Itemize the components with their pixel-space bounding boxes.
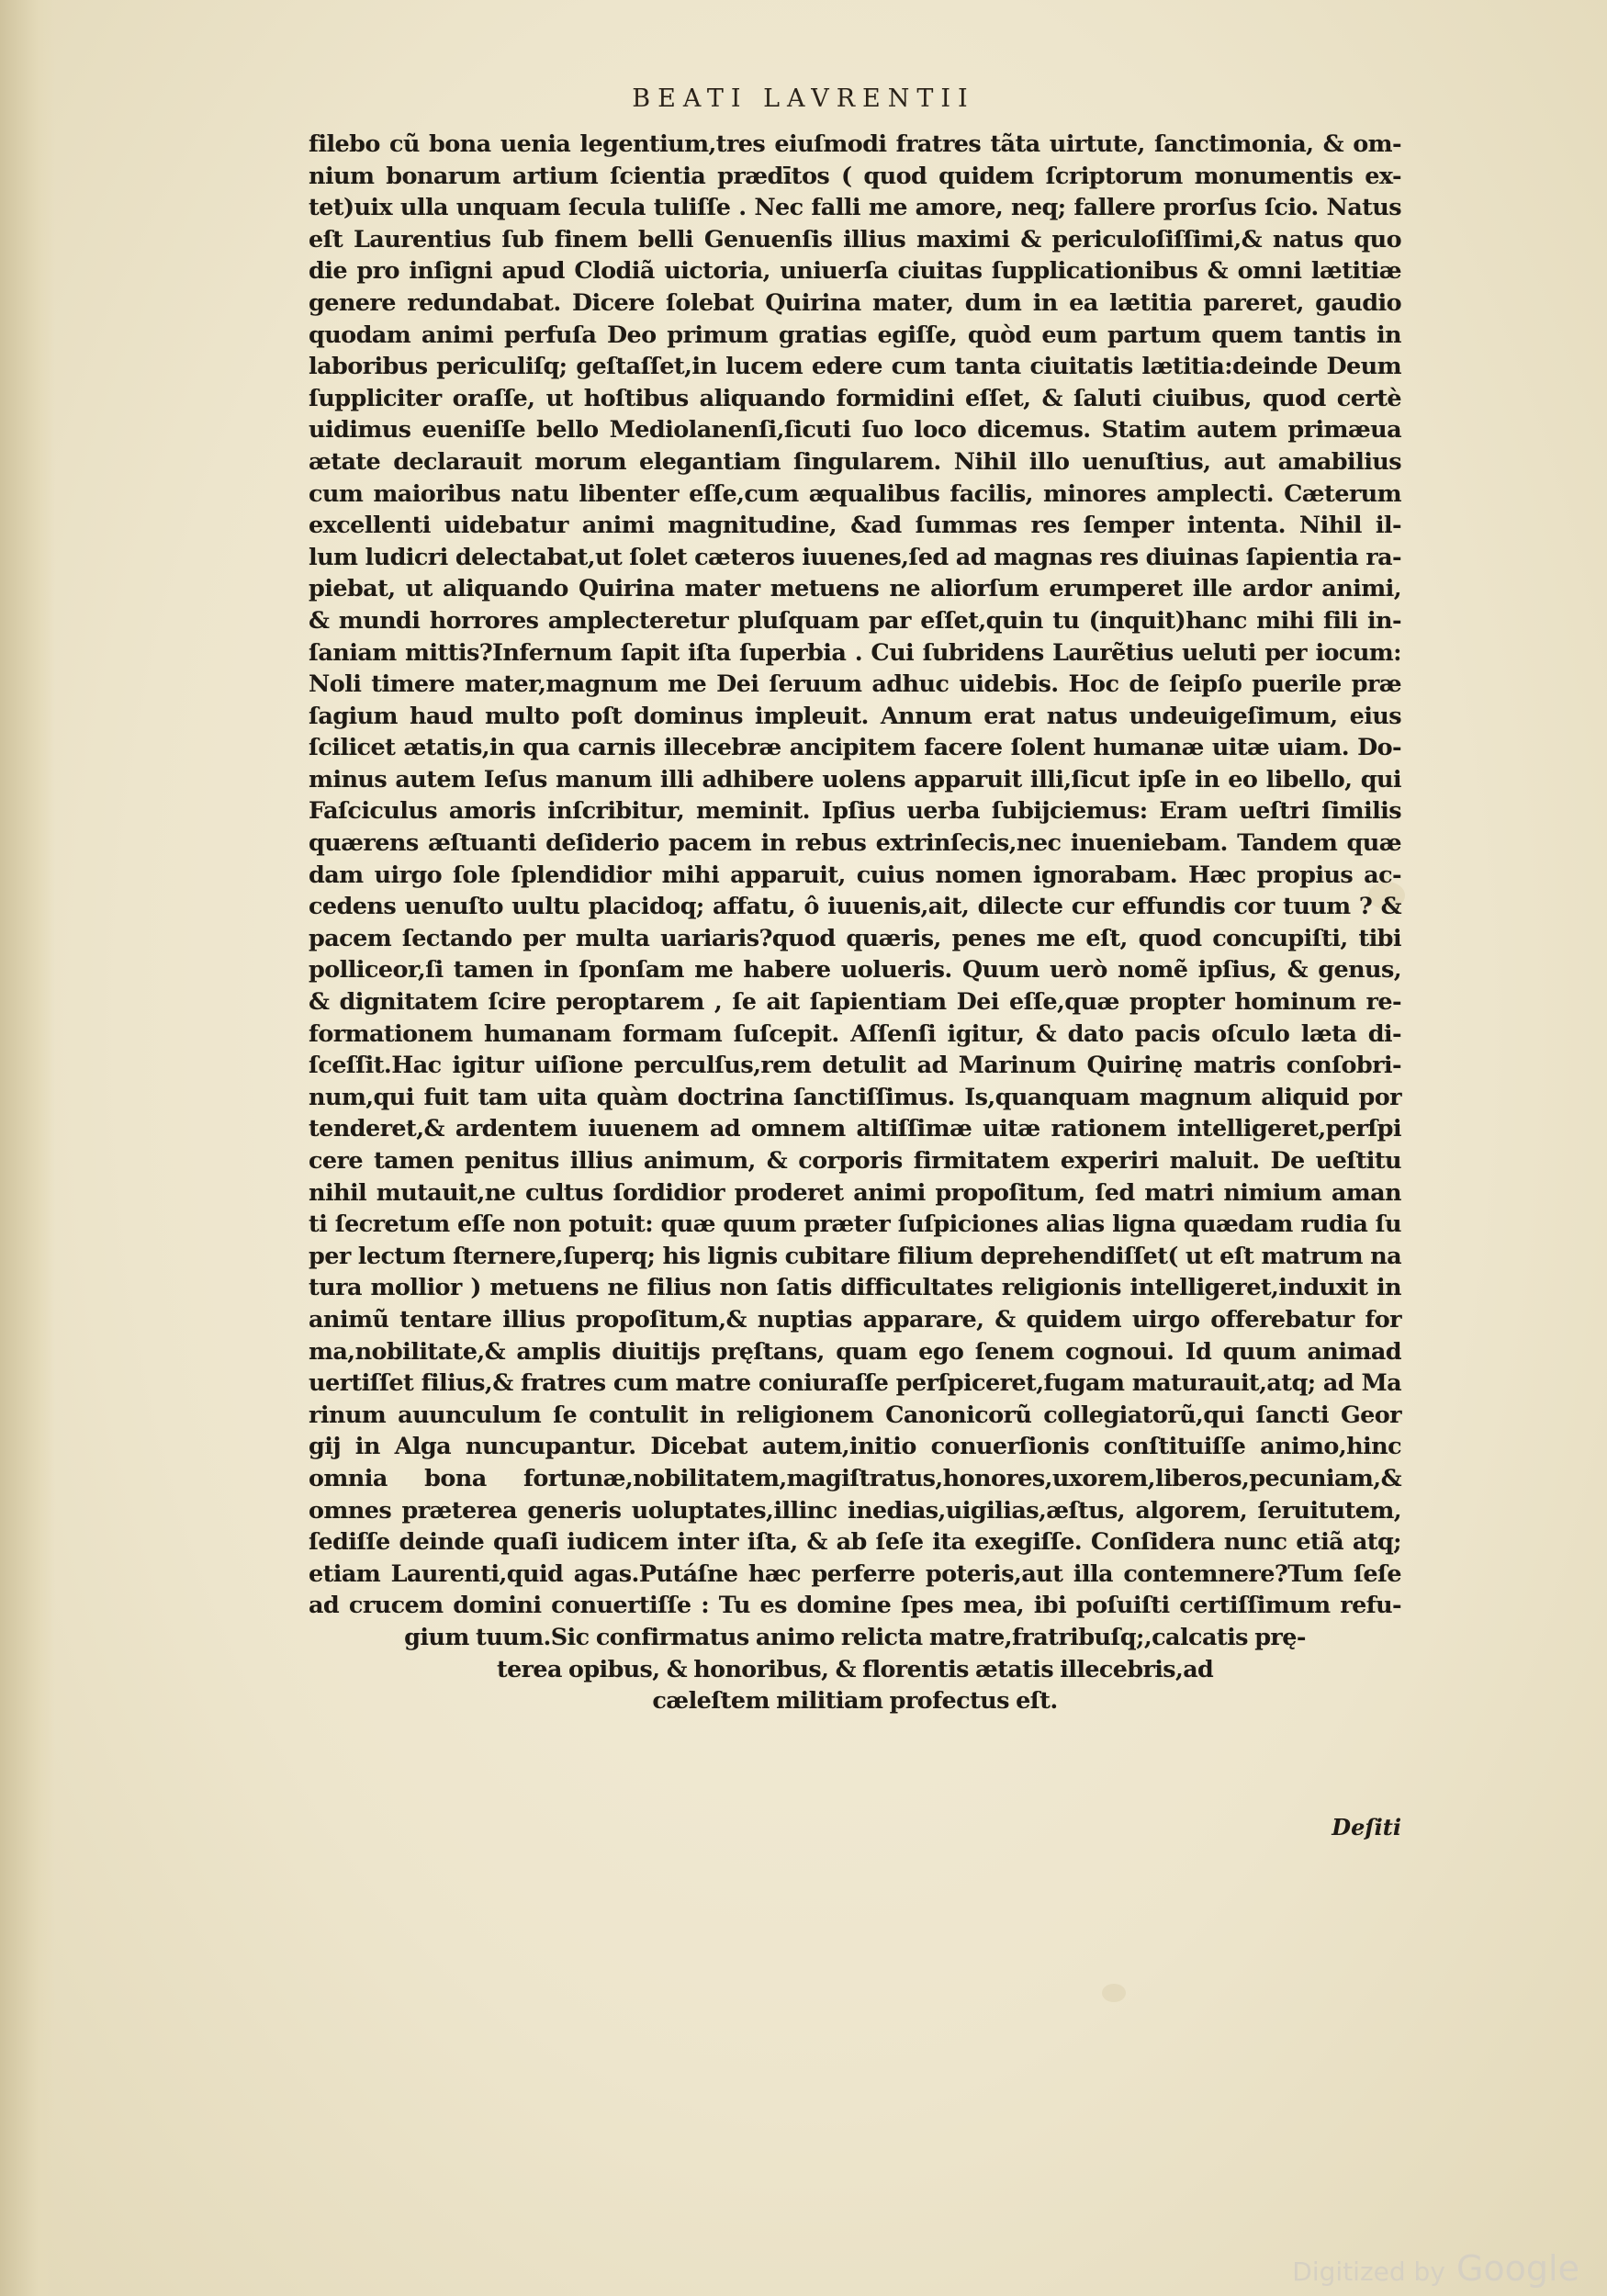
text-line: ſceſſit.Hac igitur uiſione perculſus,rem detulit ad Marinum Quirinę matris conſobri-: [309, 1052, 1401, 1080]
watermark-prefix: Digitized by: [1292, 2257, 1445, 2287]
text-line: ætate declarauit morum elegantiam ſingularem. Nihil illo uenuſtius, aut amabilius: [309, 447, 1401, 476]
text-line: & dignitatem ſcire peroptarem , ſe ait ſapientiam Dei eſſe,quæ propter hominum re-: [309, 988, 1401, 1017]
text-line: tura mollior ) metuens ne filius non ſatis difficultates religionis intelligeret,induxit in: [309, 1274, 1401, 1302]
text-line: eſt Laurentius ſub finem belli Genuenſis illius maximi & periculoſiſſimi,& natus quo: [309, 225, 1401, 253]
text-line: excellenti uidebatur animi magnitudine, &ad ſummas res ſemper intenta. Nihil il-: [309, 512, 1401, 540]
text-line: ſaniam mittis?Infernum ſapit iſta ſuperbia . Cui ſubridens Laurẽtius ueluti per iocum:: [309, 638, 1401, 667]
text-line: die pro inſigni apud Clodiã uictoria, uniuerſa ciuitas ſupplicationibus & omni lætitiæ: [309, 257, 1401, 286]
text-line: ma,nobilitate,& amplis diuitijs pręſtans, quam ego ſenem cognoui. Id quum animad: [309, 1337, 1401, 1366]
text-line: laboribus periculiſq; geſtaſſet,in lucem edere cum tanta ciuitatis lætitia:deinde Deum: [309, 353, 1401, 381]
text-line: cere tamen penitus illius animum, & corporis firmitatem experiri maluit. De ueſtitu: [309, 1147, 1401, 1175]
text-line: ti ſecretum eſſe non potuit: quæ quum præter ſuſpiciones alias ligna quædam rudia ſu: [309, 1210, 1401, 1239]
text-line: num,qui fuit tam uita quàm doctrina ſanctiſſimus. Is,quanquam magnum aliquid por: [309, 1083, 1401, 1111]
text-line: Faſciculus amoris inſcribitur, meminit. Ipſius uerba ſubijciemus: Eram ueſtri ſimilis: [309, 797, 1401, 826]
body-text: [309, 129, 1401, 1717]
text-line: omnes præterea generis uoluptates,illinc inedias,uigilias,æſtus, algorem, ſeruitutem,: [309, 1496, 1401, 1525]
text-line: nihil mutauit,ne cultus ſordidior proderet animi propoſitum, ſed matri nimium aman: [309, 1178, 1401, 1207]
text-line: gium tuum.Sic confirmatus animo relicta matre,fratribuſq;,calcatis prę-: [404, 1623, 1306, 1651]
text-line: dam uirgo ſole ſplendidior mihi apparuit, cuius nomen ignorabam. Hæc propius ac-: [309, 861, 1401, 889]
text-line: piebat, ut aliquando Quirina mater metuens ne aliorſum erumperet ille ardor animi,: [309, 575, 1401, 603]
text-line: & mundi horrores amplecteretur pluſquam par eſſet,quin tu (inquit)hanc mihi fili in-: [309, 606, 1401, 635]
text-line: uertiſſet filius,& fratres cum matre coniuraſſe perſpiceret,fugam maturauit,atq; ad Ma: [309, 1369, 1401, 1398]
text-line: omnia bona fortunæ,nobilitatem,magiſtratus,honores,uxorem,liberos,pecuniam,&: [309, 1464, 1401, 1492]
digitized-by-watermark: [1286, 2248, 1579, 2289]
text-line: quodam animi perfuſa Deo primum gratias egiſſe, quòd eum partum quem tantis in: [309, 321, 1401, 349]
text-line: etiam Laurenti,quid agas.Putáſne hæc perferre poteris,aut illa contemnere?Tum ſeſe: [309, 1559, 1401, 1588]
text-line: ſagium haud multo poſt dominus impleuit. Annum erat natus undeuigeſimum, eius: [309, 702, 1401, 730]
text-line: rinum auunculum ſe contulit in religionem Canonicorũ collegiatorũ,qui ſancti Geor: [309, 1401, 1401, 1429]
text-line: Noli timere mater,magnum me Dei ſeruum adhuc uidebis. Hoc de ſeipſo puerile præ: [309, 670, 1401, 699]
text-line: uidimus eueniſſe bello Mediolanenſi,ſicuti ſuo loco dicemus. Statim autem primæua: [309, 416, 1401, 445]
text-line: ad crucem domini conuertiſſe : Tu es domine ſpes mea, ibi poſuiſti certiſſimum refu-: [309, 1592, 1401, 1620]
running-head: BEATI LAVRENTII: [632, 84, 975, 113]
text-line: nium bonarum artium ſcientia prædītos ( quod quidem ſcriptorum monumentis ex-: [309, 162, 1401, 190]
text-line: per lectum ſternere,ſuperq; his lignis cubitare filium deprehendiſſet( ut eſt matrum na: [309, 1242, 1401, 1270]
watermark-brand: Google: [1455, 2248, 1579, 2289]
text-line: formationem humanam formam ſuſcepit. Aſſenſi igitur, & dato pacis oſculo læta di-: [309, 1019, 1401, 1048]
text-line: tenderet,& ardentem iuuenem ad omnem altiſſimæ uitæ rationem intelligeret,perſpi: [309, 1115, 1401, 1143]
text-line: cæleſtem militiam profectus eſt.: [652, 1687, 1058, 1716]
text-line: cedens uenuſto uultu placidoq; affatu, ô iuuenis,ait, dilecte cur effundis cor tuum ? &: [309, 893, 1401, 921]
text-line: filebo cũ bona uenia legentium,tres eiuſmodi fratres tãta uirtute, ſanctimonia, & om-: [309, 130, 1401, 158]
text-line: polliceor,ſi tamen in ſponſam me habere uolueris. Quum uerò nomẽ ipſius, & genus,: [309, 956, 1401, 985]
text-line: gij in Alga nuncupantur. Dicebat autem,initio conuerſionis conſtituiſſe animo,hinc: [309, 1433, 1401, 1461]
text-line: animũ tentare illius propoſitum,& nuptias apparare, & quidem uirgo offerebatur for: [309, 1305, 1401, 1334]
catchword: Deſiti: [1332, 1814, 1401, 1840]
text-line: ſuppliciter oraſſe, ut hoſtibus aliquando formidini eſſet, & ſaluti ciuibus, quod certè: [309, 384, 1401, 412]
text-line: tet)uix ulla unquam ſecula tuliſſe . Nec falli me amore, neq; fallere prorſus ſcio. Natus: [309, 194, 1401, 222]
page-gutter-shadow: [0, 0, 55, 2296]
text-line: pacem ſectando per multa uariaris?quod quæris, penes me eſt, quod concupiſti, tibi: [309, 924, 1401, 952]
paper-stain: [1102, 1984, 1126, 2002]
text-line: minus autem Ieſus manum illi adhibere uolens apparuit illi,ſicut ipſe in eo libello, qui: [309, 765, 1401, 793]
text-line: cum maioribus natu libenter eſſe,cum æqualibus facilis, minores amplecti. Cæterum: [309, 479, 1401, 508]
text-line: ſcilicet ætatis,in qua carnis illecebræ ancipitem facere ſolent humanæ uitæ uiam. Do-: [309, 734, 1401, 762]
text-line: ſediſſe deinde quaſi iudicem inter iſta, & ab ſeſe ita exegiſſe. Conſidera nunc etiã atq;: [309, 1528, 1401, 1557]
text-line: quærens æſtuanti deſiderio pacem in rebus extrinſecis,nec inueniebam. Tandem quæ: [309, 829, 1401, 858]
text-line: lum ludicri delectabat,ut ſolet cæteros iuuenes,ſed ad magnas res diuinas ſapientia ra-: [309, 543, 1401, 571]
text-line: genere redundabat. Dicere ſolebat Quirina mater, dum in ea lætitia pareret, gaudio: [309, 288, 1401, 317]
text-line: terea opibus, & honoribus, & florentis ætatis illecebris,ad: [497, 1655, 1214, 1683]
